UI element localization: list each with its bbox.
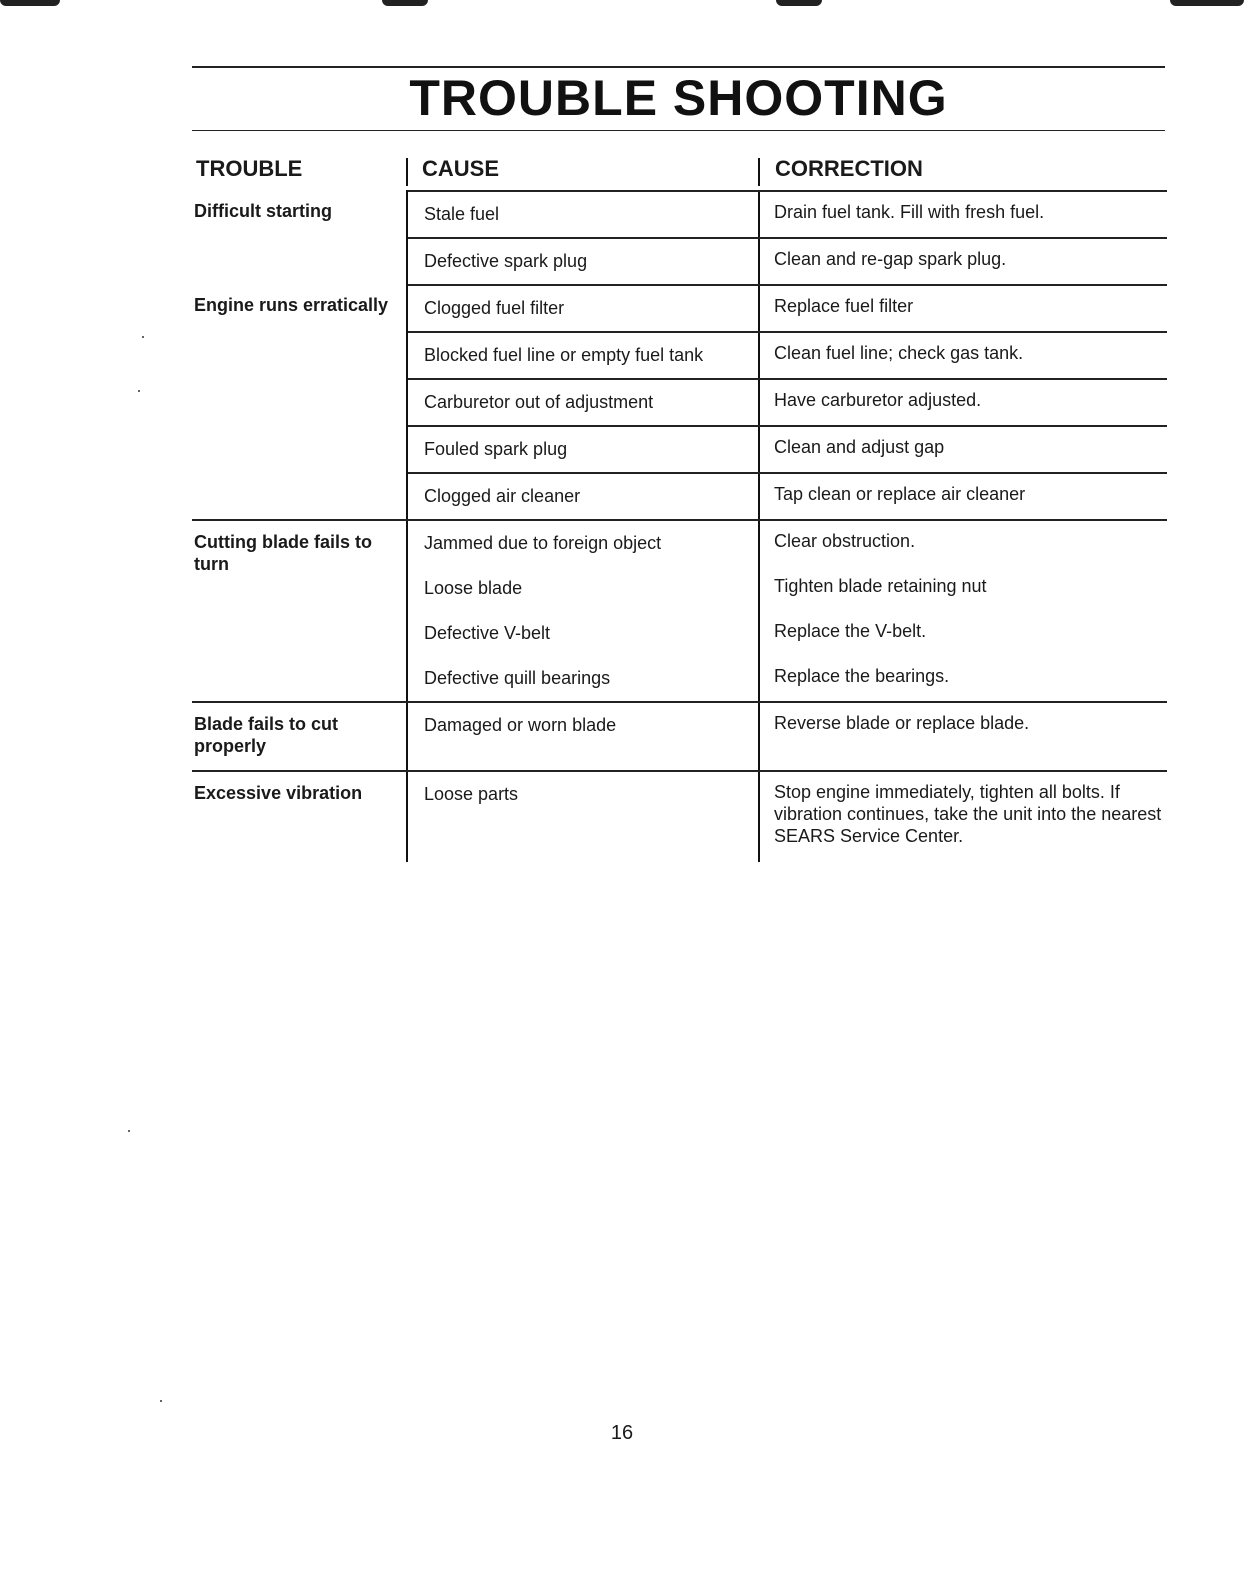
scan-speck [142, 336, 144, 338]
header-divider [758, 158, 760, 186]
page-title: TROUBLE SHOOTING [409, 70, 948, 126]
header-trouble: TROUBLE [196, 156, 303, 181]
scan-mark [382, 0, 428, 6]
troubleshooting-table [192, 150, 1167, 862]
correction-cell: Drain fuel tank. Fill with fresh fuel. [774, 202, 1045, 222]
table-row [408, 425, 1167, 472]
table-row [408, 703, 1167, 770]
correction-cell: Clean and re-gap spark plug. [774, 249, 1007, 269]
cause-cell: Defective quill bearings [424, 668, 611, 688]
correction-cell: Tighten blade retaining nut [774, 576, 987, 596]
trouble-group [192, 284, 1167, 519]
page-title-block [192, 66, 1165, 131]
table-row [408, 237, 1167, 284]
table-row [408, 190, 1167, 237]
cause-cell: Clogged fuel filter [424, 298, 565, 318]
title-top-rule [192, 66, 1165, 68]
cause-cell: Defective V-belt [424, 623, 551, 643]
cause-cell: Jammed due to foreign object [424, 533, 662, 553]
cause-cell: Loose parts [424, 784, 519, 804]
title-bottom-rule [192, 130, 1165, 131]
trouble-group [192, 521, 1167, 701]
cause-cell: Blocked fuel line or empty fuel tank [424, 345, 704, 365]
cause-cell: Damaged or worn blade [424, 715, 617, 735]
correction-cell: Replace fuel filter [774, 296, 914, 316]
scan-speck [138, 390, 140, 392]
correction-cell: Tap clean or replace air cleaner [774, 484, 1026, 504]
scan-mark [1170, 0, 1244, 6]
table-row [408, 472, 1167, 519]
correction-cell: Replace the bearings. [774, 666, 950, 686]
trouble-label: Cutting blade fails to turn [194, 532, 372, 574]
correction-cell: Have carburetor adjusted. [774, 390, 982, 410]
table-row [408, 656, 1167, 701]
cause-cell: Clogged air cleaner [424, 486, 581, 506]
trouble-label: Blade fails to cut properly [194, 714, 339, 756]
scan-speck [128, 1130, 130, 1132]
table-header [192, 150, 1167, 190]
cause-cell: Defective spark plug [424, 251, 588, 271]
trouble-label: Engine runs erratically [194, 295, 389, 315]
scan-speck [160, 1400, 162, 1402]
correction-cell: Reverse blade or replace blade. [774, 713, 1030, 733]
cause-cell: Stale fuel [424, 204, 500, 224]
scan-mark [0, 0, 60, 6]
page-number: 16 [610, 1422, 634, 1444]
header-divider [406, 158, 408, 186]
header-correction: CORRECTION [775, 156, 923, 181]
correction-cell: Clean fuel line; check gas tank. [774, 343, 1024, 363]
scan-mark [776, 0, 822, 6]
cause-cell: Loose blade [424, 578, 523, 598]
table-row [408, 331, 1167, 378]
trouble-label: Excessive vibration [194, 783, 363, 803]
table-row [408, 772, 1167, 862]
trouble-group [192, 772, 1167, 862]
trouble-label: Difficult starting [194, 201, 332, 221]
cause-cell: Carburetor out of adjustment [424, 392, 654, 412]
table-row [408, 611, 1167, 656]
correction-cell: Clean and adjust gap [774, 437, 945, 457]
table-row [408, 284, 1167, 331]
table-row [408, 521, 1167, 566]
table-body [192, 190, 1167, 862]
correction-cell: Stop engine immediately, tighten all bolts. If vibration continues, take the unit into the nearest SEARS Service Center. [774, 782, 1162, 846]
trouble-group [192, 703, 1167, 770]
correction-cell: Clear obstruction. [774, 531, 916, 551]
header-cause: CAUSE [422, 156, 500, 181]
trouble-group [192, 190, 1167, 284]
table-row [408, 378, 1167, 425]
cause-cell: Fouled spark plug [424, 439, 568, 459]
correction-cell: Replace the V-belt. [774, 621, 927, 641]
table-row [408, 566, 1167, 611]
